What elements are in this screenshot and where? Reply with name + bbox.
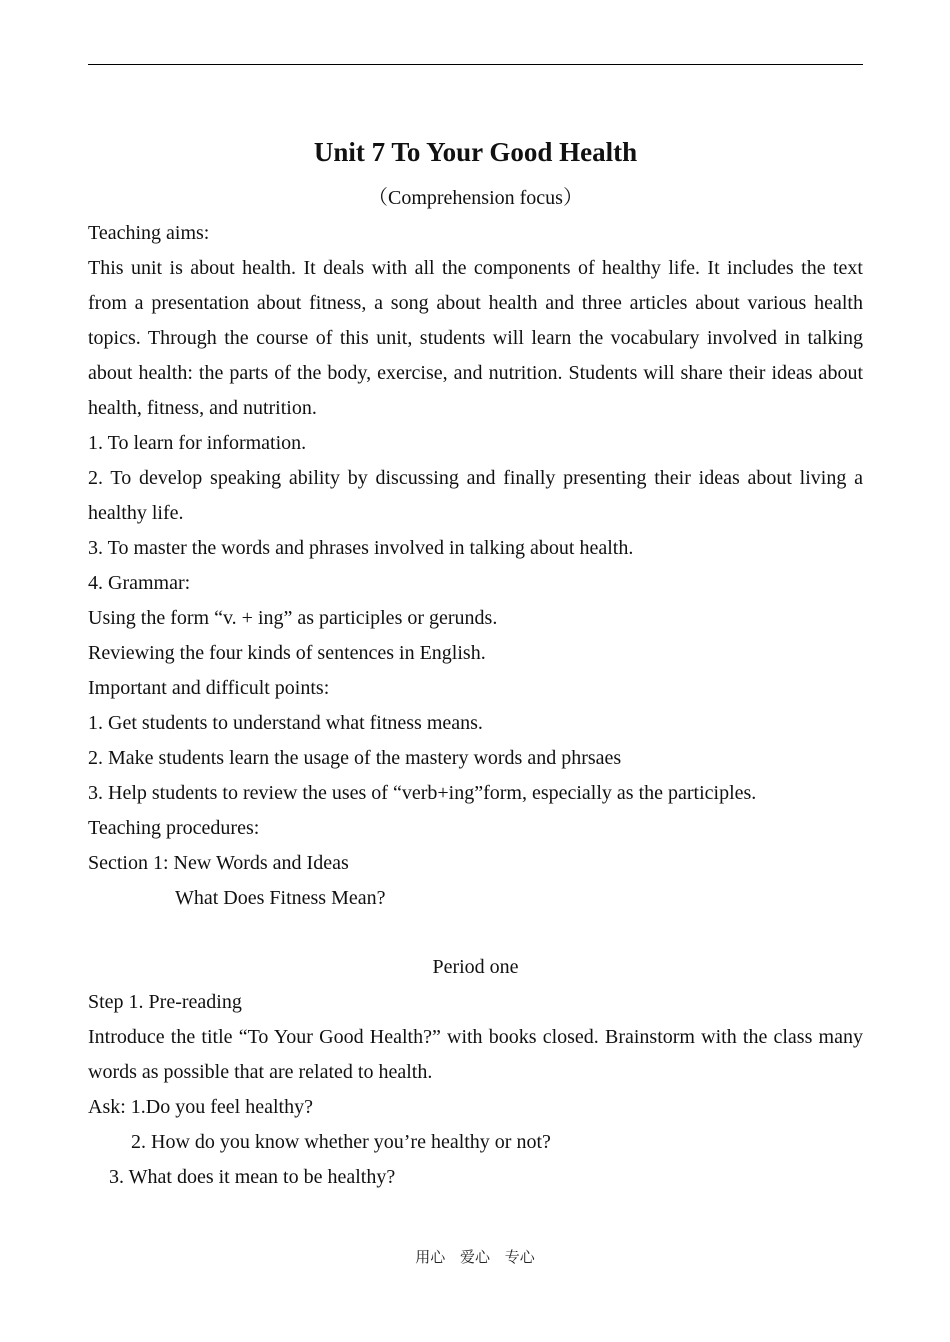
page-footer: 用心 爱心 专心 [415,1248,535,1266]
ask-item: 3. What does it mean to be healthy? [109,1166,396,1188]
ask-item: Ask: 1.Do you feel healthy? [88,1096,313,1118]
period-heading: Period one [432,956,519,978]
step-heading: Step 1. Pre-reading [88,991,242,1013]
point-item: 1. Get students to understand what fitness means. [88,712,483,734]
aim-item: 3. To master the words and phrases involved in talking about health. [88,537,634,559]
teaching-aims-heading: Teaching aims: [88,222,210,244]
document-title: Unit 7 To Your Good Health [313,137,638,167]
intro-paragraph: This unit is about health. It deals with all the components of healthy life. It includes the text from a presentation about fitness, a song about health and three articles about various health topics. Through the course of this unit, students will learn the vocabulary involved in talking about health: the parts of the body, exercise, and nutrition. Students will share their ideas about health, fitness, and nutrition. [88,257,863,419]
grammar-item: Reviewing the four kinds of sentences in English. [88,642,486,664]
header-rule [88,64,863,65]
point-item: 2. Make students learn the usage of the mastery words and phrsaes [88,747,622,769]
section-subheading: What Does Fitness Mean? [175,887,386,909]
procedures-heading: Teaching procedures: [88,817,260,839]
section-heading: Section 1: New Words and Ideas [88,852,349,874]
grammar-item: Using the form “v. + ing” as participles or gerunds. [88,607,498,629]
points-heading: Important and difficult points: [88,677,330,699]
step-paragraph: Introduce the title “To Your Good Health?” with books closed. Brainstorm with the class many words as possible that are related to health. [88,1026,863,1083]
spacer [88,916,863,950]
document-body [88,128,863,1195]
document-subtitle: （Comprehension focus） [368,187,583,209]
aim-item: 4. Grammar: [88,572,191,594]
point-item: 3. Help students to review the uses of “verb+ing”form, especially as the participles. [88,782,757,804]
ask-item: 2. How do you know whether you’re healthy or not? [131,1131,551,1153]
aim-item: 1. To learn for information. [88,432,307,454]
aim-item: 2. To develop speaking ability by discussing and finally presenting their ideas about living a healthy life. [88,467,863,524]
